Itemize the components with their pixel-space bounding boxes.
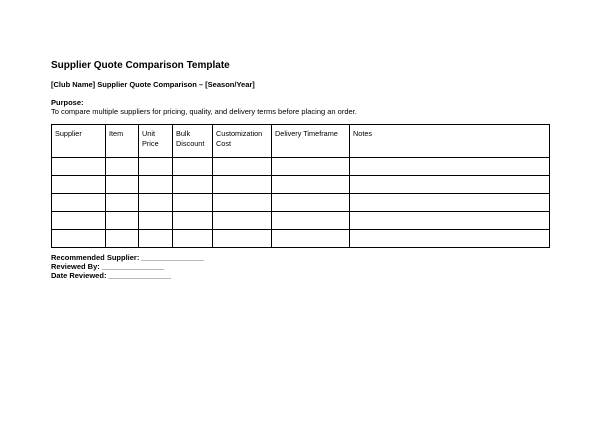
table-cell[interactable] bbox=[350, 194, 550, 212]
table-cell[interactable] bbox=[139, 230, 173, 248]
table-cell[interactable] bbox=[350, 230, 550, 248]
header-supplier: Supplier bbox=[52, 125, 106, 158]
table-cell[interactable] bbox=[52, 158, 106, 176]
table-row bbox=[52, 176, 550, 194]
table-cell[interactable] bbox=[139, 158, 173, 176]
table-cell[interactable] bbox=[173, 230, 213, 248]
table-cell[interactable] bbox=[173, 176, 213, 194]
table-cell[interactable] bbox=[272, 212, 350, 230]
table-cell[interactable] bbox=[52, 212, 106, 230]
header-delivery-timeframe: Delivery Timeframe bbox=[272, 125, 350, 158]
table-cell[interactable] bbox=[139, 194, 173, 212]
table-cell[interactable] bbox=[213, 194, 272, 212]
table-cell[interactable] bbox=[106, 230, 139, 248]
table-cell[interactable] bbox=[350, 212, 550, 230]
table-cell[interactable] bbox=[52, 194, 106, 212]
table-cell[interactable] bbox=[272, 176, 350, 194]
date-reviewed-line: Date Reviewed: _______________ bbox=[51, 271, 172, 280]
table-cell[interactable] bbox=[106, 158, 139, 176]
signoff-section bbox=[51, 253, 204, 280]
table-cell[interactable] bbox=[173, 158, 213, 176]
header-customization-cost: Customization Cost bbox=[213, 125, 272, 158]
table-cell[interactable] bbox=[173, 194, 213, 212]
table-cell[interactable] bbox=[213, 176, 272, 194]
purpose-text: To compare multiple suppliers for pricing, quality, and delivery terms before placing an order. bbox=[51, 107, 357, 116]
table-cell[interactable] bbox=[139, 212, 173, 230]
table-header-row bbox=[52, 125, 550, 158]
document-title: Supplier Quote Comparison Template bbox=[51, 60, 230, 71]
document-subtitle: [Club Name] Supplier Quote Comparison – [Season/Year] bbox=[51, 80, 255, 89]
table-cell[interactable] bbox=[106, 212, 139, 230]
header-notes: Notes bbox=[350, 125, 550, 158]
header-bulk-discount: Bulk Discount bbox=[173, 125, 213, 158]
reviewed-by-line: Reviewed By: _______________ bbox=[51, 262, 165, 271]
table-cell[interactable] bbox=[350, 158, 550, 176]
table-cell[interactable] bbox=[213, 212, 272, 230]
table-row bbox=[52, 230, 550, 248]
table-cell[interactable] bbox=[350, 176, 550, 194]
table-cell[interactable] bbox=[213, 230, 272, 248]
table-row bbox=[52, 158, 550, 176]
table-cell[interactable] bbox=[272, 158, 350, 176]
table-cell[interactable] bbox=[106, 176, 139, 194]
header-unit-price: Unit Price bbox=[139, 125, 173, 158]
header-item: Item bbox=[106, 125, 139, 158]
table-cell[interactable] bbox=[272, 230, 350, 248]
quote-comparison-table bbox=[51, 124, 550, 248]
purpose-label: Purpose: bbox=[51, 98, 84, 107]
table-row bbox=[52, 212, 550, 230]
table-cell[interactable] bbox=[139, 176, 173, 194]
table-cell[interactable] bbox=[52, 230, 106, 248]
table-cell[interactable] bbox=[272, 194, 350, 212]
table-cell[interactable] bbox=[52, 176, 106, 194]
table-cell[interactable] bbox=[173, 212, 213, 230]
table-row bbox=[52, 194, 550, 212]
recommended-supplier-line: Recommended Supplier: _______________ bbox=[51, 253, 204, 262]
table-cell[interactable] bbox=[106, 194, 139, 212]
table-cell[interactable] bbox=[213, 158, 272, 176]
